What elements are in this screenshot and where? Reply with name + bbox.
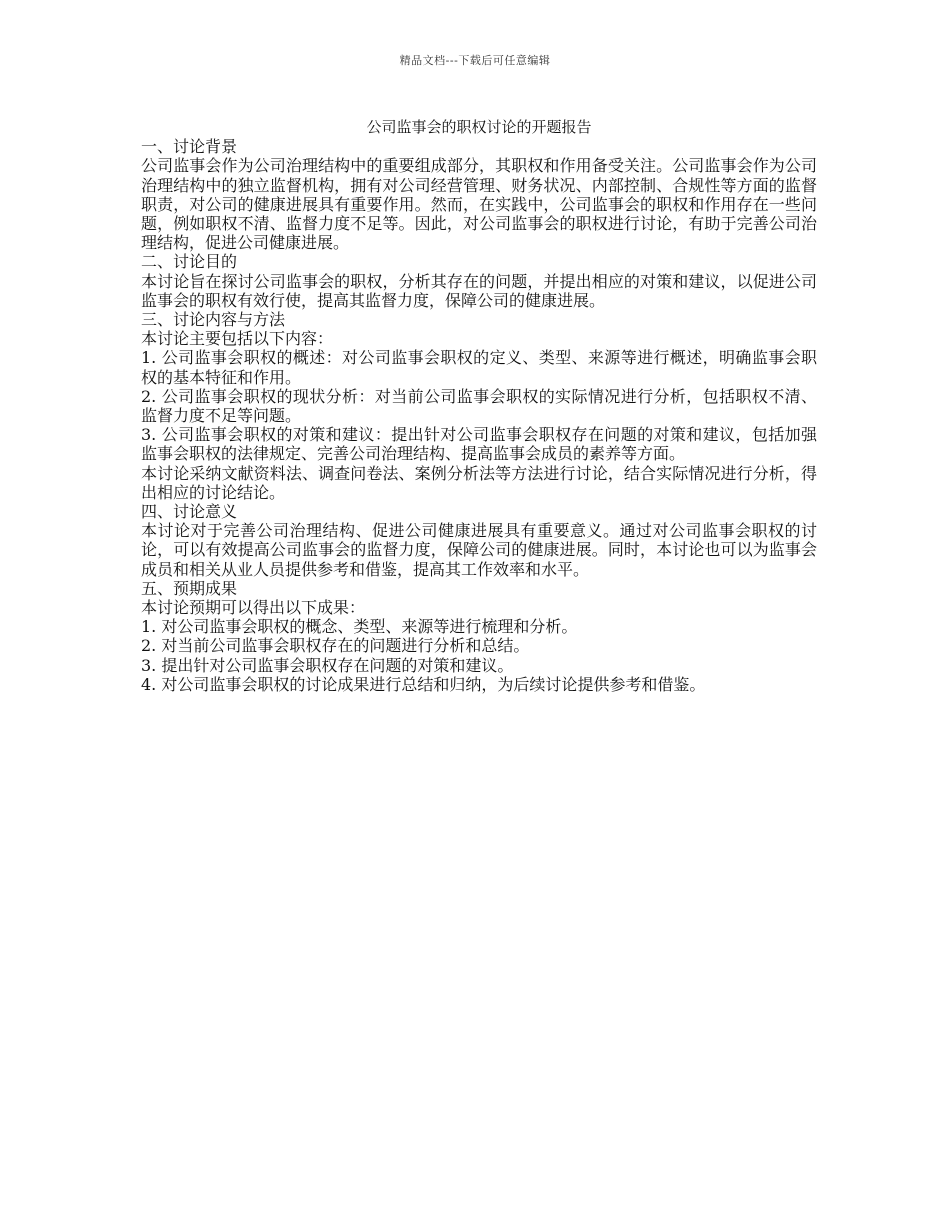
document-body — [141, 118, 817, 694]
paragraph-significance: 本讨论对于完善公司治理结构、促进公司健康进展具有重要意义。通过对公司监事会职权的讨论，可以有效提高公司监事会的监督力度，保障公司的健康进展。同时，本讨论也可以为监事会成员和相关从业人员提供参考和借鉴，提高其工作效率和水平。 — [141, 521, 817, 579]
paragraph-content-intro: 本讨论主要包括以下内容： — [141, 329, 334, 349]
paragraph-purpose: 本讨论旨在探讨公司监事会的职权，分析其存在的问题，并提出相应的对策和建议，以促进公司监事会的职权有效行使，提高其监督力度，保障公司的健康进展。 — [141, 271, 817, 310]
list-item-content-1: 1. 公司监事会职权的概述：对公司监事会职权的定义、类型、来源等进行概述，明确监事会职权的基本特征和作用。 — [141, 348, 817, 387]
list-item-result-1: 1. 对公司监事会职权的概念、类型、来源等进行梳理和分析。 — [141, 617, 578, 637]
paragraph-results-intro: 本讨论预期可以得出以下成果： — [141, 598, 366, 618]
paragraph-background: 公司监事会作为公司治理结构中的重要组成部分，其职权和作用备受关注。公司监事会作为公司治理结构中的独立监督机构，拥有对公司经营管理、财务状况、内部控制、合规性等方面的监督职责，对公司的健康进展具有重要作用。然而，在实践中，公司监事会的职权和作用存在一些问题，例如职权不清、监督力度不足等。因此，对公司监事会的职权进行讨论，有助于完善公司治理结构，促进公司健康进展。 — [141, 156, 817, 253]
section-heading-significance: 四、讨论意义 — [141, 502, 238, 522]
list-item-result-4: 4. 对公司监事会职权的讨论成果进行总结和归纳，为后续讨论提供参考和借鉴。 — [141, 674, 706, 694]
list-item-content-2: 2. 公司监事会职权的现状分析：对当前公司监事会职权的实际情况进行分析，包括职权不清、监督力度不足等问题。 — [141, 386, 817, 426]
section-heading-background: 一、讨论背景 — [141, 137, 238, 157]
list-item-result-3: 3. 提出针对公司监事会职权存在问题的对策和建议。 — [141, 655, 514, 675]
list-item-content-3: 3. 公司监事会职权的对策和建议：提出针对公司监事会职权存在问题的对策和建议，包括加强监事会职权的法律规定、完善公司治理结构、提高监事会成员的素养等方面。 — [141, 425, 817, 464]
section-heading-content-method: 三、讨论内容与方法 — [141, 310, 286, 330]
list-item-result-2: 2. 对当前公司监事会职权存在的问题进行分析和总结。 — [141, 636, 530, 656]
document-title: 公司监事会的职权讨论的开题报告 — [366, 118, 592, 136]
paragraph-method: 本讨论采纳文献资料法、调查问卷法、案例分析法等方法进行讨论，结合实际情况进行分析，得出相应的讨论结论。 — [141, 463, 817, 502]
page-header: 精品文档---下载后可任意编辑 — [399, 54, 551, 67]
section-heading-purpose: 二、讨论目的 — [141, 252, 238, 272]
section-heading-expected-results: 五、预期成果 — [141, 578, 238, 598]
